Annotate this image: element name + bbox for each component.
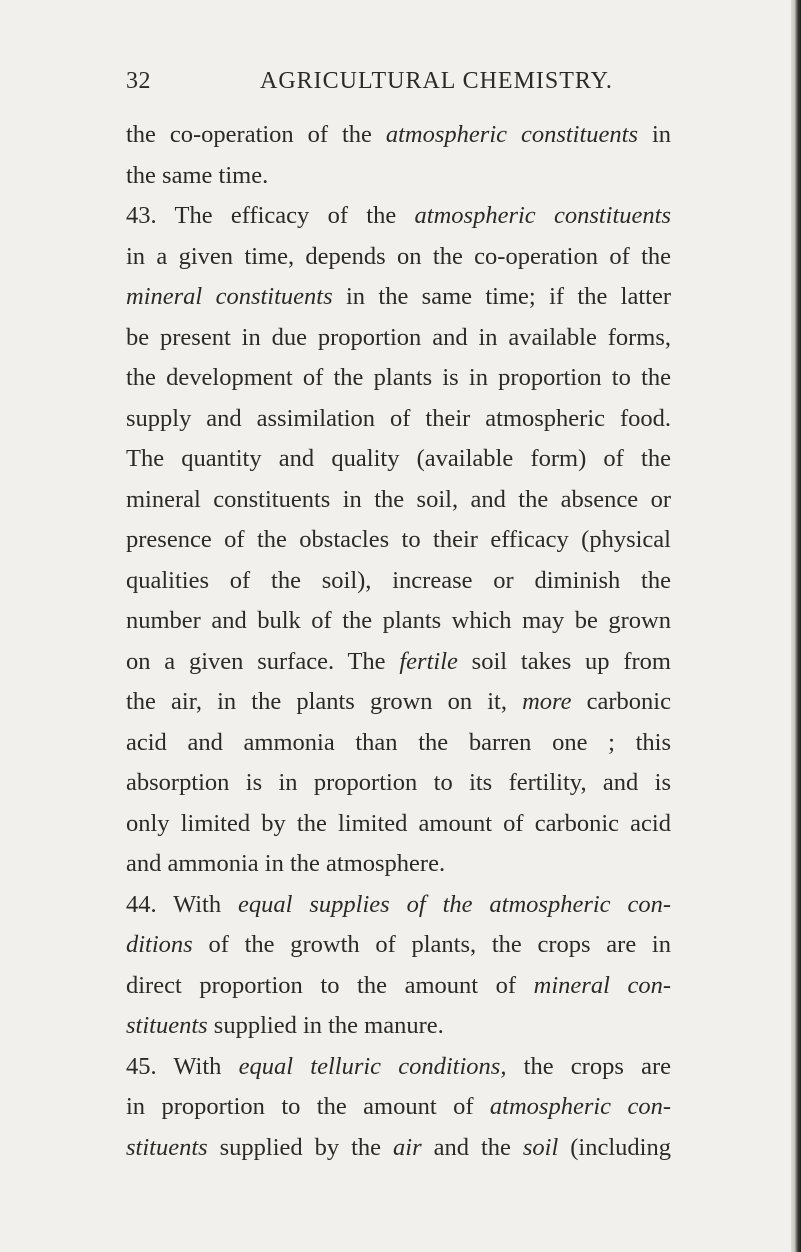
text-line bbox=[126, 561, 671, 602]
text-segment: (including bbox=[558, 1133, 671, 1161]
text-segment: in a given time, depends on the co-operation of the bbox=[126, 242, 671, 270]
text-line bbox=[126, 439, 671, 480]
text-segment: supplied in the manure. bbox=[207, 1012, 444, 1039]
text-line bbox=[126, 885, 671, 926]
page-header bbox=[126, 68, 666, 104]
text-segment: mineral constituents in the soil, and the absence or bbox=[126, 485, 671, 513]
text-segment: the co-operation of the bbox=[126, 121, 386, 148]
text-segment: The quantity and quality (available form) of the bbox=[126, 445, 671, 472]
text-segment: 43. The efficacy of the bbox=[126, 202, 415, 229]
italic-text: stituents bbox=[126, 1012, 208, 1039]
text-segment: on a given surface. The bbox=[126, 647, 400, 675]
text-segment: in proportion to the amount of bbox=[126, 1093, 490, 1120]
text-line bbox=[126, 925, 671, 966]
text-segment: of the growth of plants, the crops are in bbox=[192, 931, 671, 958]
italic-text: atmospheric con- bbox=[489, 1093, 671, 1120]
page-number: 32 bbox=[126, 68, 151, 94]
italic-text: fertile bbox=[399, 647, 458, 675]
text-segment: direct proportion to the amount of bbox=[126, 971, 534, 999]
running-head: AGRICULTURAL CHEMISTRY. bbox=[260, 68, 613, 94]
text-segment: the crops are bbox=[506, 1052, 671, 1080]
text-segment: 44. With bbox=[126, 890, 239, 918]
italic-text: atmospheric constituents bbox=[385, 121, 638, 148]
text-segment: supply and assimilation of their atmospheric food. bbox=[126, 404, 671, 432]
text-line bbox=[126, 399, 671, 440]
text-line bbox=[126, 966, 671, 1007]
text-segment: carbonic bbox=[571, 688, 671, 715]
text-line bbox=[126, 318, 671, 359]
text-line bbox=[126, 277, 671, 318]
text-line bbox=[126, 763, 671, 804]
text-segment: presence of the obstacles to their efficacy (physical bbox=[126, 526, 671, 553]
text-segment: the development of the plants is in proportion to the bbox=[126, 364, 671, 391]
italic-text: atmospheric constituents bbox=[414, 202, 671, 229]
text-line bbox=[126, 601, 671, 642]
italic-text: ditions bbox=[126, 931, 193, 958]
italic-text: equal supplies of the atmospheric con- bbox=[238, 890, 671, 918]
text-line bbox=[126, 844, 671, 885]
text-line bbox=[126, 520, 671, 561]
page-edge bbox=[791, 0, 801, 1252]
text-segment: in bbox=[638, 121, 672, 148]
text-line bbox=[126, 1047, 671, 1088]
text-line bbox=[126, 1128, 671, 1169]
italic-text: air bbox=[393, 1133, 422, 1161]
text-segment: and the bbox=[421, 1133, 523, 1161]
text-line bbox=[126, 115, 671, 156]
text-segment: 45. With bbox=[126, 1052, 239, 1080]
text-line bbox=[126, 1006, 671, 1047]
text-segment: the same time. bbox=[126, 161, 269, 189]
body-text bbox=[126, 115, 671, 1168]
text-line bbox=[126, 480, 671, 521]
text-line bbox=[126, 237, 671, 278]
text-segment: in the same time; if the latter bbox=[332, 283, 672, 310]
text-line bbox=[126, 156, 671, 197]
text-segment: and ammonia in the atmosphere. bbox=[126, 850, 446, 877]
text-segment: the air, in the plants grown on it, bbox=[126, 688, 523, 715]
italic-text: equal telluric conditions, bbox=[238, 1052, 507, 1080]
text-segment: qualities of the soil), increase or diminish the bbox=[126, 566, 671, 594]
text-segment: acid and ammonia than the barren one ; this bbox=[126, 728, 671, 756]
text-segment: supplied by the bbox=[207, 1133, 394, 1161]
text-segment: be present in due proportion and in available forms, bbox=[126, 323, 671, 351]
text-segment: only limited by the limited amount of carbonic acid bbox=[126, 809, 671, 837]
italic-text: more bbox=[522, 688, 572, 715]
text-line bbox=[126, 196, 671, 237]
text-segment: absorption is in proportion to its fertility, and is bbox=[126, 769, 671, 796]
text-line bbox=[126, 804, 671, 845]
text-line bbox=[126, 358, 671, 399]
italic-text: soil bbox=[522, 1133, 559, 1161]
text-line bbox=[126, 1087, 671, 1128]
text-line bbox=[126, 723, 671, 764]
text-segment: number and bulk of the plants which may be grown bbox=[126, 607, 671, 634]
italic-text: mineral constituents bbox=[126, 283, 333, 310]
text-line bbox=[126, 682, 671, 723]
italic-text: stituents bbox=[126, 1133, 208, 1161]
text-segment: soil takes up from bbox=[457, 647, 671, 675]
italic-text: mineral con- bbox=[533, 971, 671, 999]
text-line bbox=[126, 642, 671, 683]
